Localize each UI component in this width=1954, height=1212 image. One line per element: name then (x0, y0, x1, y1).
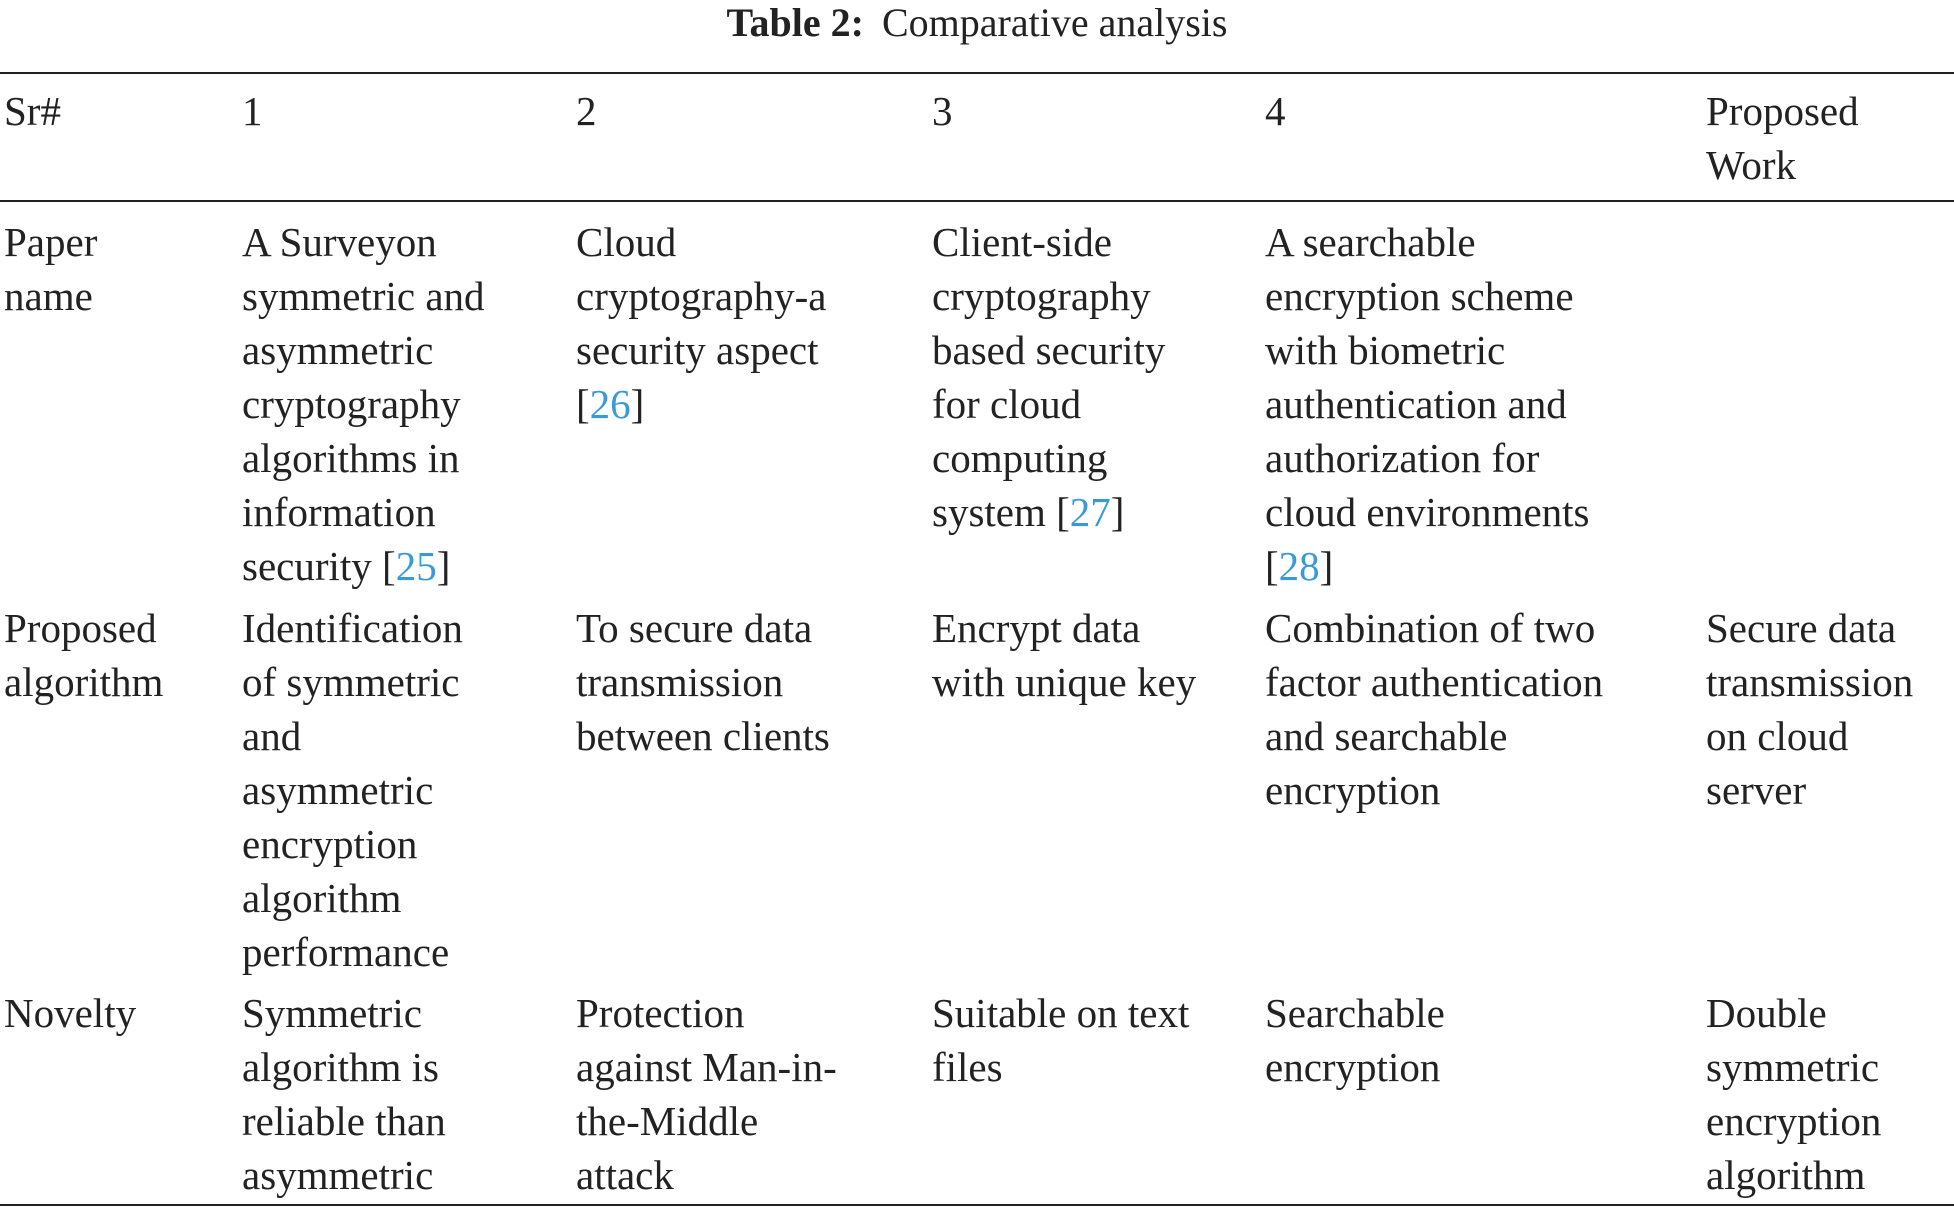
table-cell: Suitable on text files (932, 990, 1190, 1090)
table-cell: A searchable encryption scheme with biometric authentication and authorization for cloud environments [28] (1265, 219, 1590, 589)
table-bottom-rule (0, 1204, 1954, 1206)
header-cell-3: 3 (932, 88, 953, 134)
table-caption-text: Comparative analysis (881, 0, 1228, 45)
table-cell: Cloud cryptography-a security aspect [26] (576, 219, 827, 427)
header-cell-1: 1 (242, 88, 263, 134)
row-label-proposed-algorithm: Proposed algorithm (4, 605, 164, 705)
table-cell: Searchable encryption (1265, 990, 1445, 1090)
table-cell: To secure data transmission between clients (576, 605, 830, 759)
table-header-rule (0, 200, 1954, 202)
table-caption-label: Table 2: (726, 0, 864, 45)
table-cell: Secure data transmission on cloud server (1706, 605, 1914, 813)
row-label-novelty: Novelty (4, 990, 137, 1036)
citation-link[interactable]: 26 (589, 381, 631, 427)
table-cell: Double symmetric encryption algorithm (1706, 990, 1882, 1198)
header-cell-4: 4 (1265, 88, 1286, 134)
table-cell: Client-side cryptography based security for cloud computing system [27] (932, 219, 1166, 535)
table-cell: Symmetric algorithm is reliable than asymmetric (242, 990, 446, 1198)
table-caption (0, 0, 1954, 46)
citation-link[interactable]: 25 (395, 543, 437, 589)
header-cell-proposed-work: Proposed Work (1706, 88, 1859, 188)
row-label-paper-name: Paper name (4, 219, 98, 319)
header-cell-2: 2 (576, 88, 597, 134)
table-cell: Encrypt data with unique key (932, 605, 1197, 705)
table-top-rule (0, 72, 1954, 74)
citation-link[interactable]: 27 (1069, 489, 1111, 535)
header-cell-sr: Sr# (4, 88, 61, 134)
table-cell: A Surveyon symmetric and asymmetric cryptography algorithms in information security [25] (242, 219, 485, 589)
table-cell: Identification of symmetric and asymmetric encryption algorithm performance (242, 605, 463, 975)
table-cell: Protection against Man-in- the-Middle attack (576, 990, 837, 1198)
citation-link[interactable]: 28 (1278, 543, 1320, 589)
table-cell: Combination of two factor authentication and searchable encryption (1265, 605, 1604, 813)
